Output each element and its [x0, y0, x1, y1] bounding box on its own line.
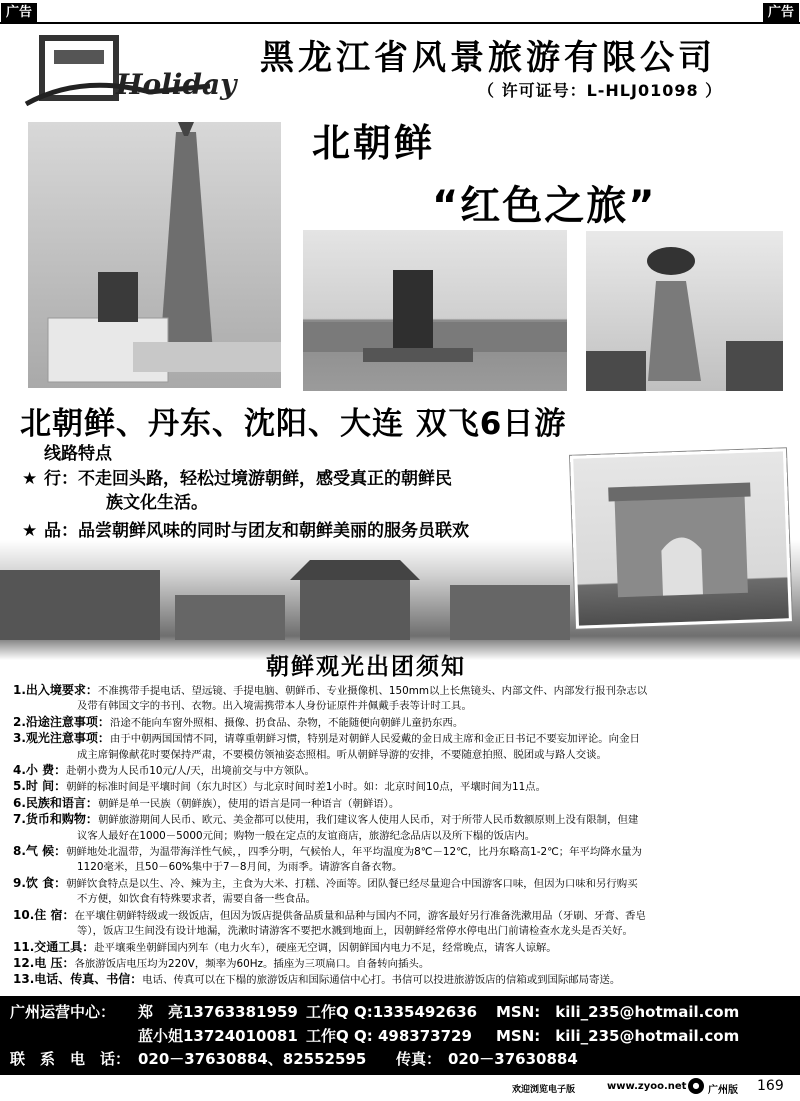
contact-row-1: [10, 1001, 739, 1022]
contact-phone: 020－37630884、82552595: [138, 1050, 367, 1068]
footer-welcome: 欢迎浏览电子版: [512, 1085, 576, 1095]
contact-msn: MSN: kili_235@hotmail.com: [496, 1027, 740, 1045]
contact-center-label: 广州运营中心：: [10, 1003, 116, 1021]
contact-qq: 工作Q Q: 498373729: [306, 1027, 472, 1045]
notice-item: 10.住 宿：在平壤住朝鲜特级或一级饭店，但因为饭店提供备品质量和品种与国内不同，游客最好另行准备洗漱用品（牙刷、牙膏、香皂 等），饭店卫生间没有设计地漏，洗漱时请游客不要把水溅到地面上，因朝鲜经常停水停电出门前请检查水龙头是否关好。: [13, 907, 646, 938]
notice-item: 9.饮 食：朝鲜饮食特点是以生、冷、辣为主，主食为大米、打糕、冷面等。团队餐已经尽量迎合中国游客口味，但因为口味和另行购买 不方便，如饮食有特殊要求者，需要自备一些食品。: [13, 875, 638, 906]
company-name: 黑龙江省风景旅游有限公司: [260, 38, 716, 78]
contact-fax: 020－37630884: [448, 1050, 578, 1068]
logo-text: Holiday: [116, 68, 237, 101]
notice-heading: 朝鲜观光出团须知: [266, 654, 466, 680]
notice-item: 5.时 间：朝鲜的标准时间是平壤时间（东九时区）与北京时间时差1小时。如：北京时间10点，平壤时间为11点。: [13, 779, 546, 794]
notice-item: 6.民族和语言：朝鲜是单一民族（朝鲜族），使用的语言是同一种语言（朝鲜语）。: [13, 795, 400, 810]
photo-juche-tower: [28, 122, 281, 388]
license-number: （ 许可证号：L-HLJ01098 ）: [478, 81, 723, 100]
notice-item: 4.小 费：赴朝小费为人民币10元/人/天，出境前交与中方领队。: [13, 763, 315, 778]
holiday-logo-icon: [20, 34, 237, 120]
notice-item: 7.货币和购物：朝鲜旅游期间人民币、欧元、美金都可以使用，我们建议客人使用人民币，对于所带人民币数额原则上没有限制，但建 议客人最好在1000－5000元间；购物一般在定点的友谊商店，旅游纪念品店以及所下榻的饭店内。: [13, 812, 639, 842]
page-number: 169: [757, 1078, 784, 1094]
contact-person: 郑 亮13763381959: [138, 1003, 298, 1021]
notice-item: 1.出入境要求：不准携带手提电话、望远镜、手提电脑、朝鲜币、专业摄像机、150mm以上长焦镜头、内部文件、内部发行报刊杂志以 及带有韩国文字的书刊、衣物。出入境需携带本人身份证原件并佩戴手表等计时工具。: [13, 683, 648, 713]
contact-msn: MSN: kili_235@hotmail.com: [496, 1003, 740, 1021]
photo-arch-of-triumph: [570, 448, 792, 628]
zyoo-logo-icon: ●: [688, 1078, 704, 1094]
top-rule: [0, 22, 800, 24]
star-icon: ★: [22, 469, 38, 489]
star-icon: ★: [22, 521, 38, 541]
feature-item: ★ 品：品尝朝鲜风味的同时与团友和朝鲜美丽的服务员联欢: [22, 521, 469, 541]
page-footer: [0, 1074, 800, 1101]
title-north-korea: 北朝鲜: [312, 121, 436, 165]
route-title: 北朝鲜、丹东、沈阳、大连 双飞6日游: [20, 406, 567, 442]
feature-item: ★ 行：不走回头路，轻松过境游朝鲜，感受真正的朝鲜民 族文化生活。: [22, 469, 452, 513]
contact-qq: 工作Q Q:1335492636: [306, 1003, 478, 1021]
contact-row-3: [10, 1048, 578, 1069]
contact-phone-label: 联 系 电 话：: [10, 1050, 131, 1068]
title-red-tour: “红色之旅”: [432, 183, 657, 229]
notice-item: 11.交通工具：赴平壤乘坐朝鲜国内列车（电力火车），硬座无空调，因朝鲜国内电力不足，经常晚点，请客人谅解。: [13, 939, 557, 954]
notice-list: [13, 683, 791, 989]
notice-item: 8.气 候：朝鲜地处北温带，为温带海洋性气候，，四季分明，气候怡人，年平均温度为8℃－12℃，比丹东略高1-2℃；年平均降水量为 1120毫米，且50－60%集中于7－8月间，为雨季。请游客自备衣物。: [13, 844, 642, 874]
notice-item: 3.观光注意事项：由于中朝两国国情不同，请尊重朝鲜习惯，特别是对朝鲜人民爱戴的金日成主席和金正日书记不要妄加评论。向金日 成主席铜像献花时要保持严肃，不要模仿领袖姿态照相。听从朝鲜导游的安排，不要随意拍照、脱团或与路人交谈。: [13, 731, 640, 761]
notice-item: 13.电话、传真、书信：电话、传真可以在下榻的旅游饭店和国际通信中心打。书信可以投进旅游饭店的信箱或到国际邮局寄送。: [13, 972, 621, 987]
ad-tag-right: 广告: [763, 3, 799, 22]
ad-tag-left: 广告: [1, 3, 37, 22]
footer-url[interactable]: www.zyoo.net: [607, 1081, 687, 1092]
contact-bar: [0, 996, 800, 1074]
notice-item: 12.电 压：各旅游饭店电压均为220V，频率为60Hz。插座为三项扁口。自备转向插头。: [13, 955, 430, 970]
contact-person: 蓝小姐13724010081: [138, 1027, 298, 1045]
footer-edition: 广州版: [708, 1085, 738, 1096]
photo-kim-statue: [303, 230, 567, 391]
notice-item: 2.沿途注意事项：沿途不能向车窗外照相、摄像、扔食品、杂物，不能随便向朝鲜儿童扔东西。: [13, 714, 464, 729]
photo-chollima-statue: [586, 231, 783, 391]
contact-fax-label: 传真：: [396, 1050, 442, 1068]
features-heading: 线路特点: [44, 444, 112, 464]
contact-row-2: [10, 1025, 739, 1046]
